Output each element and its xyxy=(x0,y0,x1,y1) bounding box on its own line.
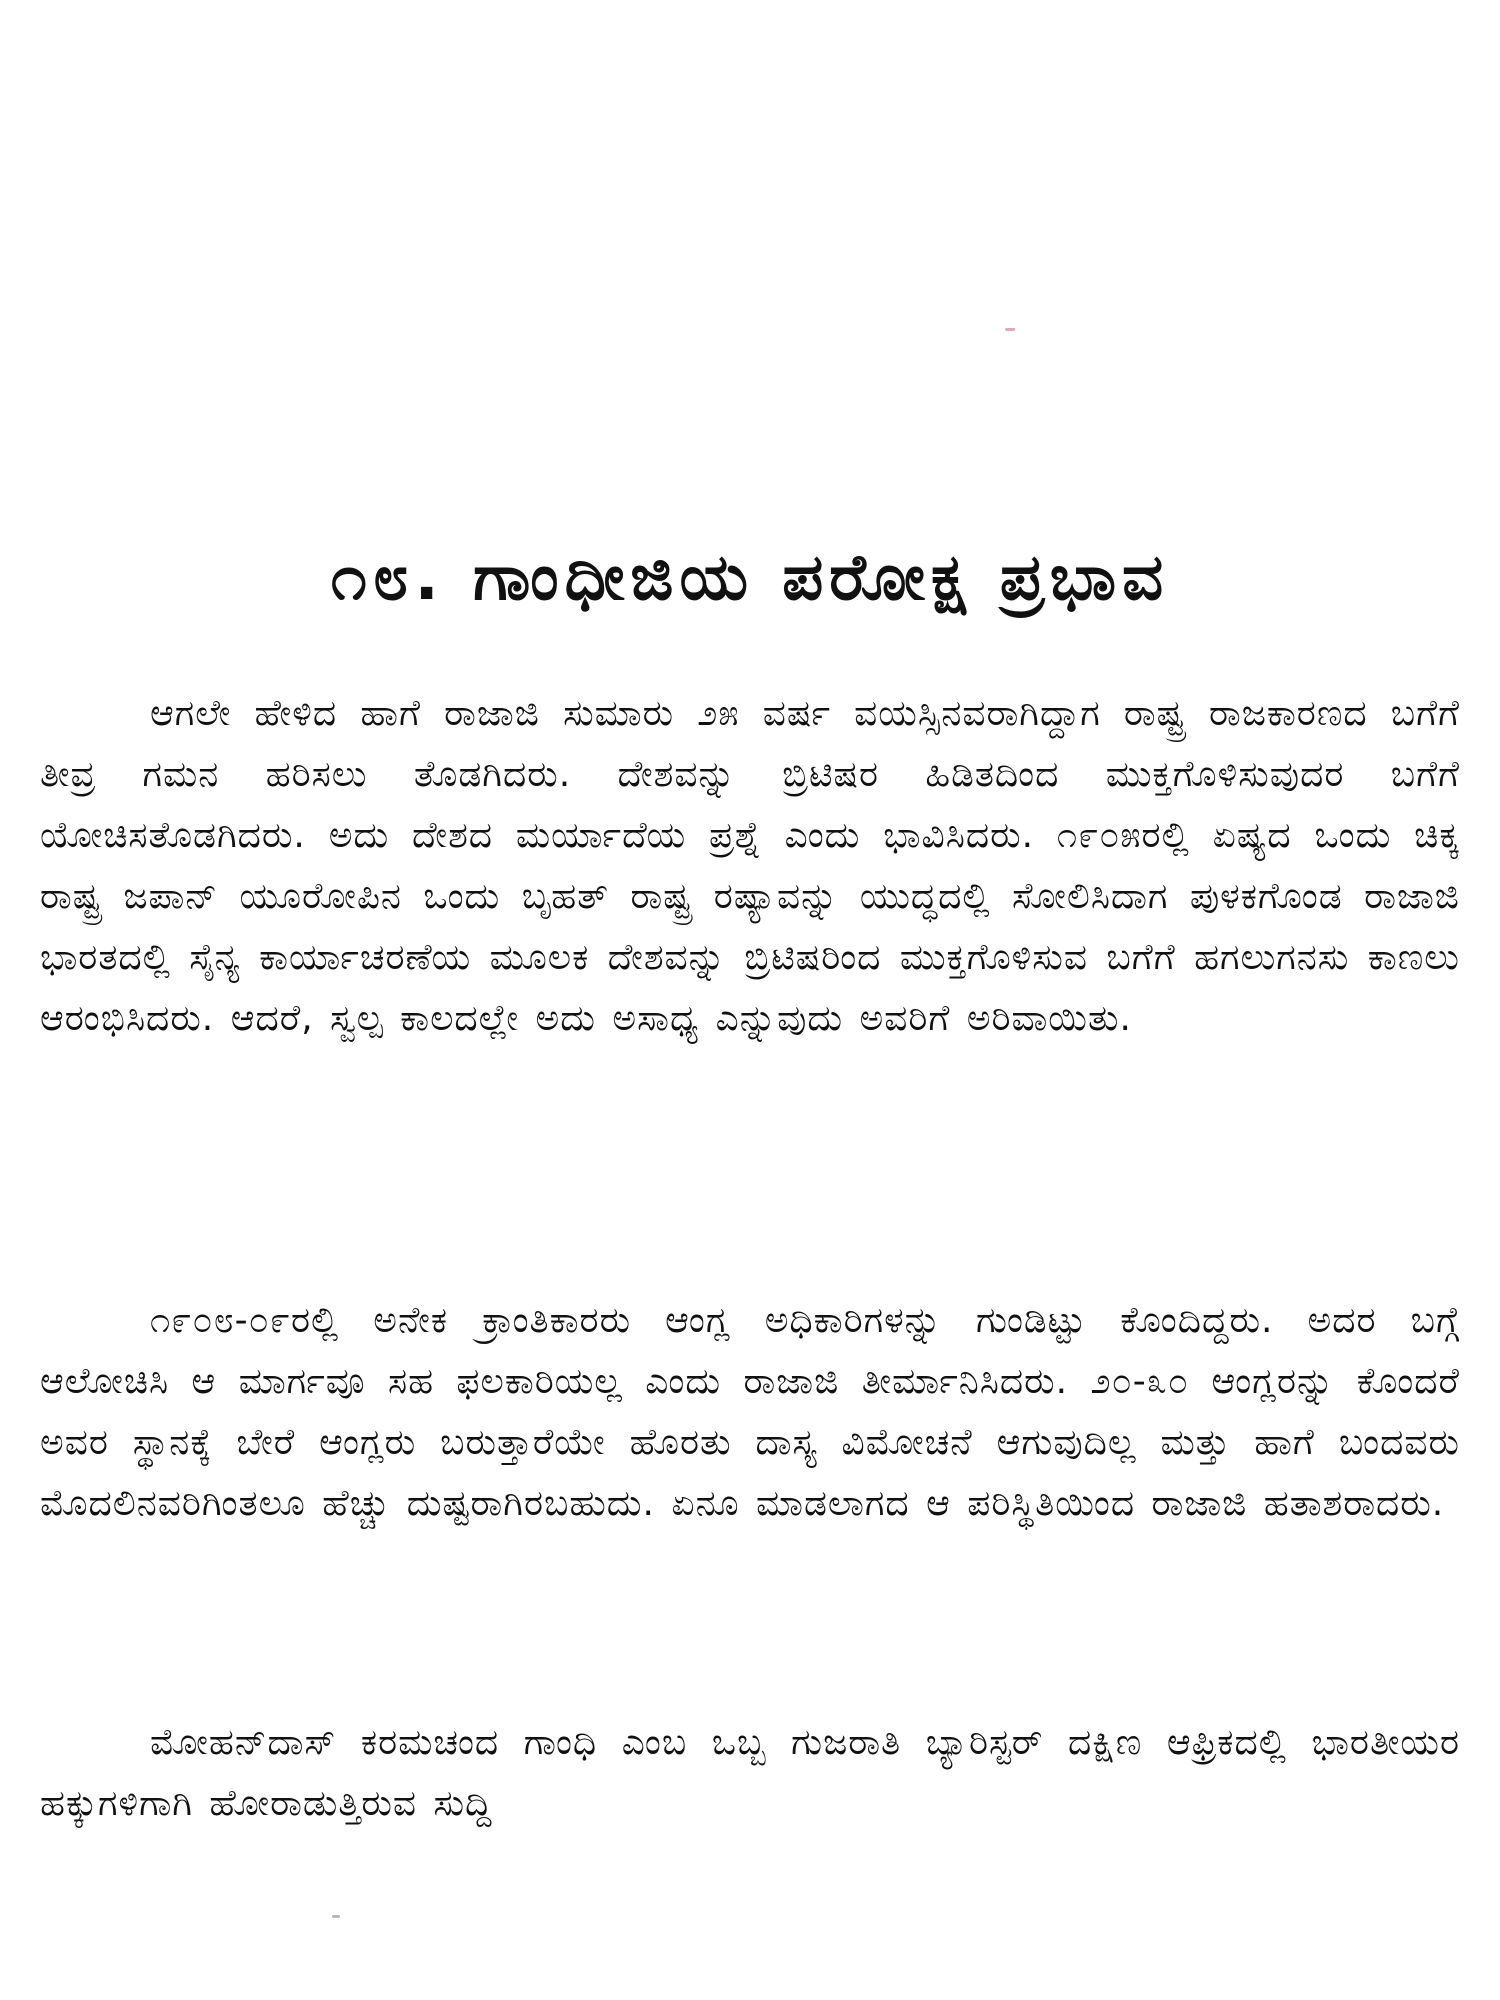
paragraph-2: ೧೯೦೮-೦೯ರಲ್ಲಿ ಅನೇಕ ಕ್ರಾಂತಿಕಾರರು ಆಂಗ್ಲ ಅಧಿಕಾರಿಗಳನ್ನು ಗುಂಡಿಟ್ಟು ಕೊಂದಿದ್ದರು. ಅದರ ಬಗ್ಗೆ ಆಲೋಚಿಸಿ ಆ ಮಾರ್ಗವೂ ಸಹ ಫಲಕಾರಿಯಲ್ಲ ಎಂದು ರಾಜಾಜಿ ತೀರ್ಮಾನಿಸಿದರು. ೨೦-೩೦ ಆಂಗ್ಲರನ್ನು ಕೊಂದರೆ ಅವರ ಸ್ಥಾನಕ್ಕೆ ಬೇರೆ ಆಂಗ್ಲರು ಬರುತ್ತಾರೆಯೇ ಹೊರತು ದಾಸ್ಯ ವಿಮೋಚನೆ ಆಗುವುದಿಲ್ಲ ಮತ್ತು ಹಾಗೆ ಬಂದವರು ಮೊದಲಿನವರಿಗಿಂತಲೂ ಹೆಚ್ಚು ದುಷ್ಟರಾಗಿರಬಹುದು. ಏನೂ ಮಾಡಲಾಗದ ಆ ಪರಿಸ್ಥಿತಿಯಿಂದ ರಾಜಾಜಿ ಹತಾಶರಾದರು. xyxy=(40,1300,1460,1524)
paragraph-2-block xyxy=(40,1290,1460,1534)
paragraph-1: ಆಗಲೇ ಹೇಳಿದ ಹಾಗೆ ರಾಜಾಜಿ ಸುಮಾರು ೨೫ ವರ್ಷ ವಯಸ್ಸಿನವರಾಗಿದ್ದಾಗ ರಾಷ್ಟ್ರ ರಾಜಕಾರಣದ ಬಗೆಗೆ ತೀವ್ರ ಗಮನ ಹರಿಸಲು ತೊಡಗಿದರು. ದೇಶವನ್ನು ಬ್ರಿಟಿಷರ ಹಿಡಿತದಿಂದ ಮುಕ್ತಗೊಳಿಸುವುದರ ಬಗೆಗೆ ಯೋಚಿಸತೊಡಗಿದರು. ಅದು ದೇಶದ ಮರ್ಯಾದೆಯ ಪ್ರಶ್ನೆ ಎಂದು ಭಾವಿಸಿದರು. ೧೯೦೫ರಲ್ಲಿ ಏಷ್ಯದ ಒಂದು ಚಿಕ್ಕ ರಾಷ್ಟ್ರ ಜಪಾನ್ ಯೂರೋಪಿನ ಒಂದು ಬೃಹತ್ ರಾಷ್ಟ್ರ ರಷ್ಯಾವನ್ನು ಯುದ್ಧದಲ್ಲಿ ಸೋಲಿಸಿದಾಗ ಪುಳಕಗೊಂಡ ರಾಜಾಜಿ ಭಾರತದಲ್ಲಿ ಸೈನ್ಯ ಕಾರ್ಯಾಚರಣೆಯ ಮೂಲಕ ದೇಶವನ್ನು ಬ್ರಿಟಿಷರಿಂದ ಮುಕ್ತಗೊಳಿಸುವ ಬಗೆಗೆ ಹಗಲುಗನಸು ಕಾಣಲು ಆರಂಭಿಸಿದರು. ಆದರೆ, ಸ್ವಲ್ಪ ಕಾಲದಲ್ಲೇ ಅದು ಅಸಾಧ್ಯ ಎನ್ನುವುದು ಅವರಿಗೆ ಅರಿವಾಯಿತು. xyxy=(40,693,1460,1039)
paragraph-3: ಮೋಹನ್‌ದಾಸ್ ಕರಮಚಂದ ಗಾಂಧಿ ಎಂಬ ಒಬ್ಬ ಗುಜರಾತಿ ಬ್ಯಾರಿಸ್ಟರ್ ದಕ್ಷಿಣ ಆಫ್ರಿಕದಲ್ಲಿ ಭಾರತೀಯರ ಹಕ್ಕುಗಳಿಗಾಗಿ ಹೋರಾಡುತ್ತಿರುವ ಸುದ್ದಿ xyxy=(40,1722,1460,1824)
chapter-title: ೧೮. ಗಾಂಧೀಜಿಯ ಪರೋಕ್ಷ ಪ್ರಭಾವ xyxy=(330,540,1170,615)
print-speck xyxy=(1005,328,1015,331)
paragraph-3-block xyxy=(40,1712,1460,1834)
paragraph-1-block xyxy=(40,683,1460,1049)
print-speck xyxy=(332,1915,340,1918)
